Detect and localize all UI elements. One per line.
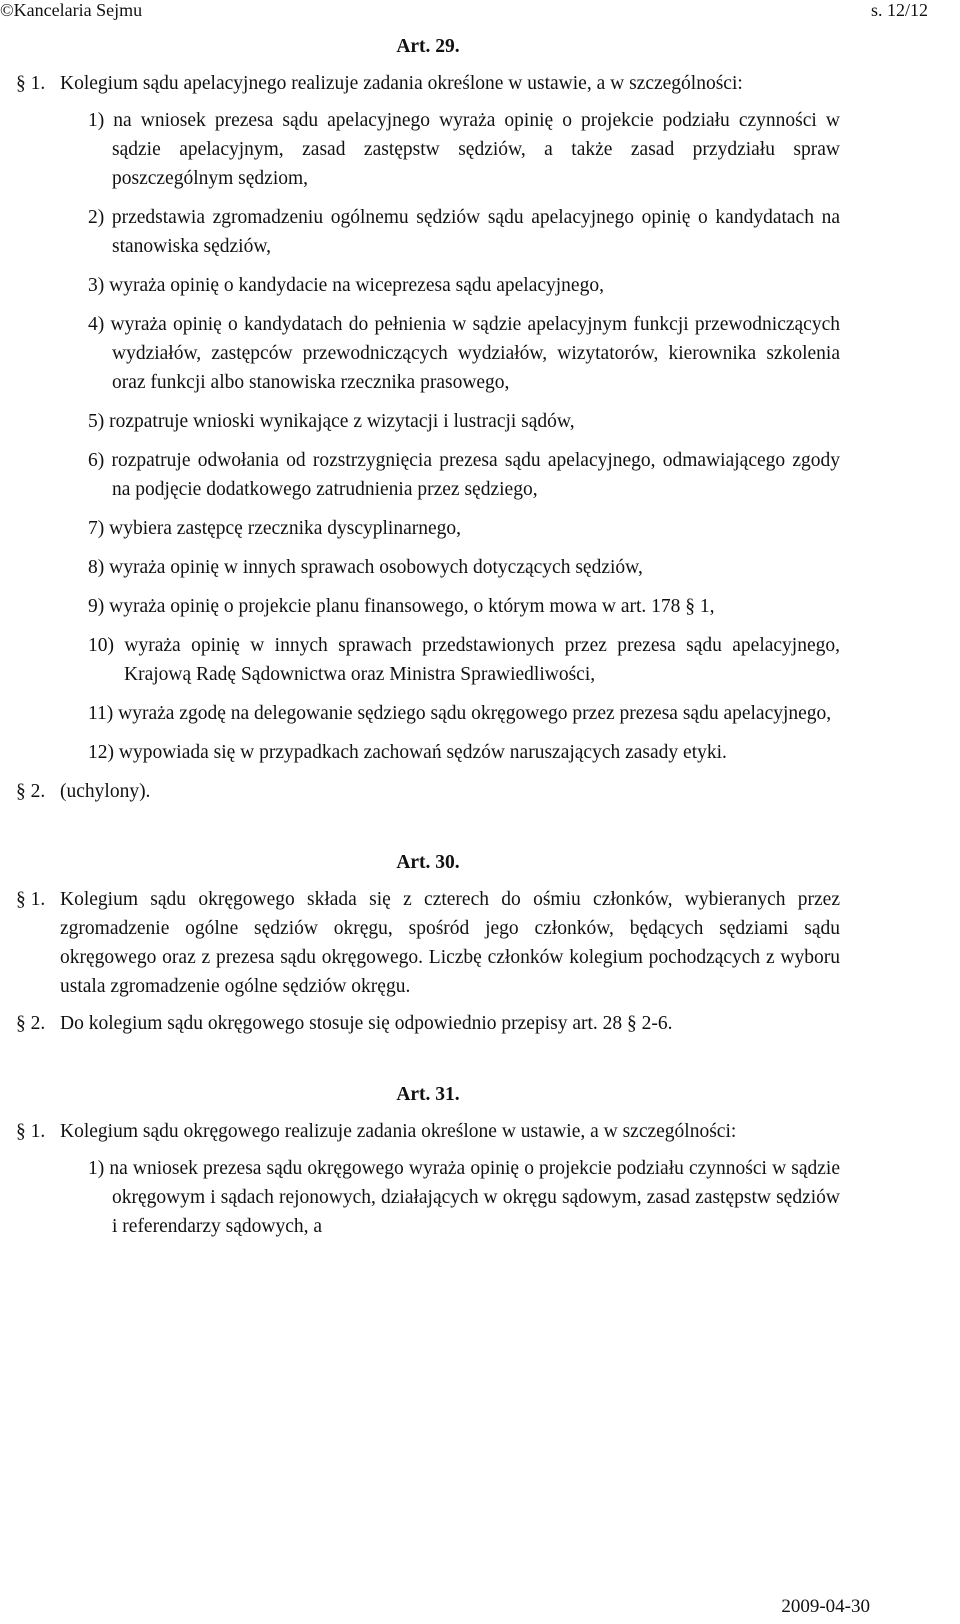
paragraph-text: Do kolegium sądu okręgowego stosuje się odpowiednio przepisy art. 28 § 2-6. bbox=[60, 1013, 673, 1034]
list-item: 1) na wniosek prezesa sądu okręgowego wyraża opinię o projekcie podziału czynności w sądzie okręgowym i sądach rejonowych, działających w okręgu sądowym, zasad zastępstw sędziów i referendarzy sądowych, a bbox=[88, 1158, 840, 1237]
paragraph-text: Kolegium sądu okręgowego składa się z czterech do ośmiu członków, wybieranych przez zgromadzenie ogólne sędziów okręgu, spośród jego członków, będących sędziami sądu okręgowego oraz z prezesa sądu okręgowego. Liczbę członków kolegium pochodzących z wyboru ustala zgromadzenie ogólne sędziów okręgu. bbox=[60, 889, 840, 997]
paragraph-number: § 1. bbox=[16, 73, 46, 94]
list-item: 4) wyraża opinię o kandydatach do pełnienia w sądzie apelacyjnym funkcji przewodniczących wydziałów, zastępców przewodniczących wydziałów, wizytatorów, kierownika szkolenia oraz funkcji albo stanowiska rzecznika prasowego, bbox=[88, 314, 840, 393]
list-item: 9) wyraża opinię o projekcie planu finansowego, o którym mowa w art. 178 § 1, bbox=[88, 596, 715, 617]
list-item: 3) wyraża opinię o kandydacie na wiceprezesa sądu apelacyjnego, bbox=[88, 275, 604, 296]
list-item: 6) rozpatruje odwołania od rozstrzygnięcia prezesa sądu apelacyjnego, odmawiającego zgody na podjęcie dodatkowego zatrudnienia przez sędziego, bbox=[88, 450, 840, 500]
paragraph-number: § 1. bbox=[16, 1121, 46, 1142]
list-item: 8) wyraża opinię w innych sprawach osobowych dotyczących sędziów, bbox=[88, 557, 643, 578]
article-31-title: Art. 31. bbox=[396, 1084, 460, 1105]
art31-paragraph-1 bbox=[16, 1117, 840, 1146]
list-item: 7) wybiera zastępcę rzecznika dyscyplinarnego, bbox=[88, 518, 462, 539]
paragraph-text: Kolegium sądu apelacyjnego realizuje zadania określone w ustawie, a w szczególności: bbox=[60, 73, 743, 94]
paragraph-text: (uchylony). bbox=[60, 781, 151, 802]
page-header bbox=[0, 0, 956, 20]
art30-paragraph-1 bbox=[16, 885, 840, 1001]
document-body bbox=[16, 32, 840, 1251]
paragraph-number: § 2. bbox=[16, 781, 46, 802]
art29-paragraph-1 bbox=[16, 69, 840, 98]
art29-paragraph-2 bbox=[16, 777, 840, 806]
paragraph-number: § 2. bbox=[16, 1013, 46, 1034]
list-item: 5) rozpatruje wnioski wynikające z wizytacji i lustracji sądów, bbox=[88, 411, 575, 432]
page-footer-date: 2009-04-30 bbox=[781, 1596, 870, 1617]
art30-paragraph-2 bbox=[16, 1009, 840, 1038]
source-label: ©Kancelaria Sejmu bbox=[0, 0, 143, 20]
article-29-title: Art. 29. bbox=[396, 36, 460, 57]
list-item: 2) przedstawia zgromadzeniu ogólnemu sędziów sądu apelacyjnego opinię o kandydatach na stanowiska sędziów, bbox=[88, 207, 840, 257]
list-item: 10) wyraża opinię w innych sprawach przedstawionych przez prezesa sądu apelacyjnego, Krajową Radę Sądownictwa oraz Ministra Sprawiedliwości, bbox=[88, 635, 840, 685]
paragraph-text: Kolegium sądu okręgowego realizuje zadania określone w ustawie, a w szczególności: bbox=[60, 1121, 737, 1142]
paragraph-number: § 1. bbox=[16, 889, 46, 910]
list-item: 1) na wniosek prezesa sądu apelacyjnego wyraża opinię o projekcie podziału czynności w sądzie apelacyjnym, zasad zastępstw sędziów, a także zasad przydziału spraw poszczególnym sędziom, bbox=[88, 110, 840, 189]
page-number: s. 12/12 bbox=[870, 0, 928, 20]
list-item: 11) wyraża zgodę na delegowanie sędziego sądu okręgowego przez prezesa sądu apelacyjnego, bbox=[88, 703, 832, 724]
list-item: 12) wypowiada się w przypadkach zachowań sędzów naruszających zasady etyki. bbox=[88, 742, 727, 763]
article-30-title: Art. 30. bbox=[396, 852, 460, 873]
